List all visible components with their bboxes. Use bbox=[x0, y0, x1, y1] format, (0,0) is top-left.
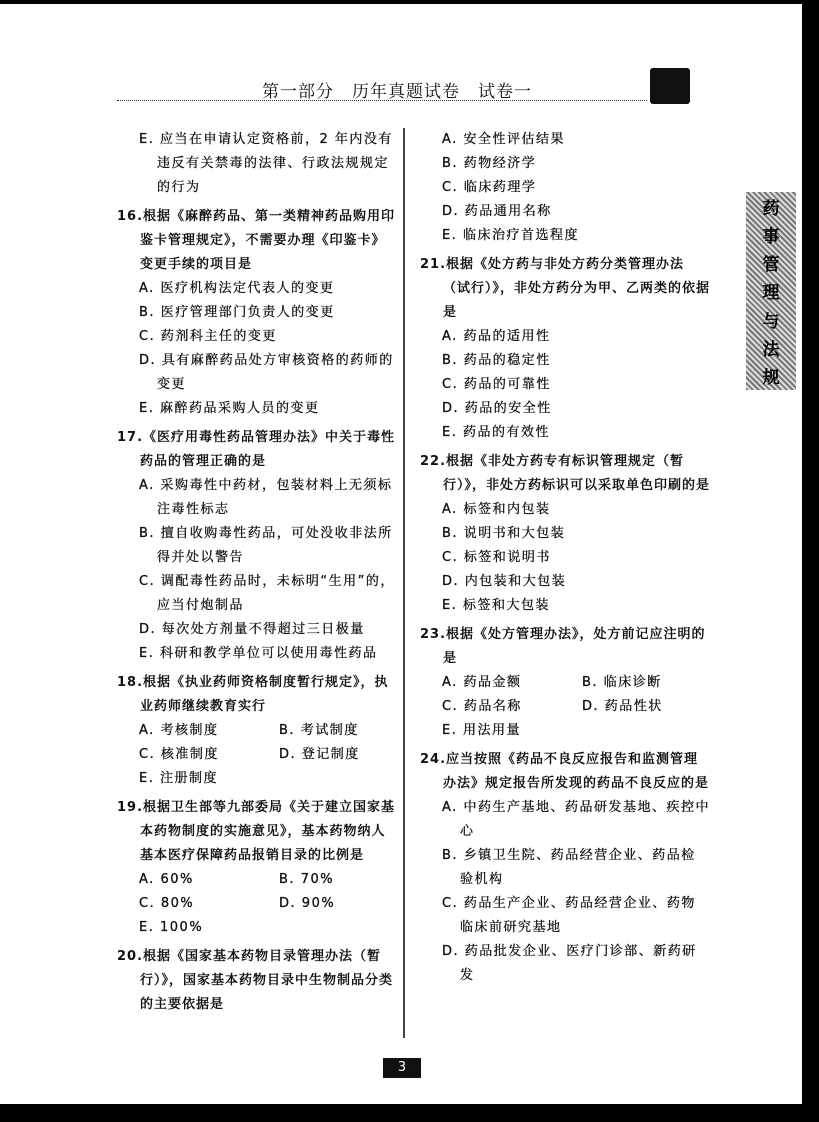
option-label: A. bbox=[442, 675, 458, 690]
option-label: A. bbox=[442, 132, 458, 147]
question-stem bbox=[420, 623, 710, 671]
answer-option bbox=[420, 546, 710, 570]
option-label: C. bbox=[139, 896, 156, 911]
question-text: 根据《处方药与非处方药分类管理办法（试行）》，非处方药分为甲、乙两类的依据是 bbox=[443, 257, 711, 320]
side-tab-char: 事 bbox=[762, 226, 780, 247]
option-label: C. bbox=[442, 550, 459, 565]
option-label: B. bbox=[442, 848, 459, 863]
answer-option bbox=[420, 570, 710, 594]
option-label: D. bbox=[139, 353, 157, 368]
scan-border-top bbox=[0, 0, 819, 4]
question bbox=[117, 205, 397, 421]
option-label: A. bbox=[139, 478, 155, 493]
answer-option bbox=[117, 642, 397, 666]
answer-option bbox=[420, 349, 710, 373]
question bbox=[420, 450, 710, 618]
question-stem bbox=[420, 253, 710, 325]
option-grid bbox=[420, 671, 710, 743]
answer-option bbox=[420, 844, 710, 892]
answer-option bbox=[117, 397, 397, 421]
option-label: B. bbox=[442, 156, 459, 171]
option-text: 临床诊断 bbox=[603, 675, 662, 690]
answer-option bbox=[420, 719, 560, 743]
option-label: E. bbox=[442, 228, 458, 243]
question-number: 16. bbox=[117, 209, 144, 224]
option-grid bbox=[117, 868, 397, 940]
option-text: 药品的可靠性 bbox=[463, 377, 551, 392]
option-text: 药品的有效性 bbox=[463, 425, 551, 440]
option-label: C. bbox=[442, 180, 459, 195]
answer-option bbox=[117, 743, 257, 767]
answer-option bbox=[117, 474, 397, 522]
answer-option bbox=[420, 594, 710, 618]
option-text: 80% bbox=[160, 896, 195, 911]
question-text: 应当按照《药品不良反应报告和监测管理办法》规定报告所发现的药品不良反应的是 bbox=[443, 752, 710, 791]
option-label: E. bbox=[139, 920, 155, 935]
question-stem bbox=[117, 426, 397, 474]
option-text: 中药生产基地、药品研发基地、疾控中心 bbox=[460, 800, 710, 839]
right-column bbox=[420, 128, 710, 993]
answer-option bbox=[420, 695, 560, 719]
answer-option bbox=[420, 200, 710, 224]
scan-border-bottom bbox=[0, 1104, 819, 1122]
answer-option bbox=[420, 671, 560, 695]
question-text: 根据《麻醉药品、第一类精神药品购用印鉴卡管理规定》，不需要办理《印鉴卡》变更手续的项目是 bbox=[140, 209, 396, 272]
answer-option bbox=[117, 570, 397, 618]
question-number: 18. bbox=[117, 675, 144, 690]
option-text: 药品名称 bbox=[463, 699, 522, 714]
option-text: 药品通用名称 bbox=[464, 204, 552, 219]
question-number: 23. bbox=[420, 627, 447, 642]
option-text: 医疗机构法定代表人的变更 bbox=[160, 281, 335, 296]
option-label: A. bbox=[139, 723, 155, 738]
question-number: 24. bbox=[420, 752, 447, 767]
option-text: 核准制度 bbox=[160, 747, 219, 762]
option-label: C. bbox=[139, 747, 156, 762]
answer-option bbox=[257, 743, 397, 767]
scan-border-right bbox=[802, 0, 819, 1122]
answer-option bbox=[117, 618, 397, 642]
option-label: E. bbox=[442, 598, 458, 613]
answer-option bbox=[117, 767, 257, 791]
question-number: 22. bbox=[420, 454, 447, 469]
answer-option bbox=[117, 277, 397, 301]
option-label: A. bbox=[442, 329, 458, 344]
side-tab-char: 法 bbox=[762, 340, 780, 361]
answer-option bbox=[117, 868, 257, 892]
option-label: C. bbox=[442, 377, 459, 392]
question bbox=[117, 128, 397, 200]
answer-option bbox=[420, 522, 710, 546]
question-number: 21. bbox=[420, 257, 447, 272]
option-text: 药品金额 bbox=[463, 675, 522, 690]
option-label: E. bbox=[139, 132, 155, 147]
option-label: B. bbox=[442, 526, 459, 541]
question bbox=[420, 623, 710, 743]
side-tab-char: 管 bbox=[762, 255, 780, 276]
answer-option bbox=[117, 719, 257, 743]
chapter-side-tab bbox=[746, 192, 796, 390]
answer-option bbox=[420, 796, 710, 844]
option-label: B. bbox=[279, 872, 296, 887]
side-tab-char: 与 bbox=[762, 311, 780, 332]
option-text: 标签和大包装 bbox=[463, 598, 551, 613]
question-stem bbox=[420, 450, 710, 498]
question-text: 根据《执业药师资格制度暂行规定》，执业药师继续教育实行 bbox=[140, 675, 389, 714]
question-stem bbox=[117, 945, 397, 1017]
answer-option bbox=[117, 892, 257, 916]
option-label: E. bbox=[442, 723, 458, 738]
option-label: E. bbox=[442, 425, 458, 440]
answer-option bbox=[420, 892, 710, 940]
option-text: 考试制度 bbox=[300, 723, 359, 738]
answer-option bbox=[420, 224, 710, 248]
answer-option bbox=[420, 128, 710, 152]
question bbox=[420, 128, 710, 248]
option-label: C. bbox=[139, 329, 156, 344]
option-label: A. bbox=[139, 872, 155, 887]
header-divider bbox=[117, 100, 647, 101]
option-text: 药物经济学 bbox=[463, 156, 537, 171]
column-divider bbox=[403, 128, 405, 1038]
option-label: B. bbox=[139, 526, 156, 541]
side-tab-char: 理 bbox=[762, 283, 780, 304]
answer-option bbox=[420, 325, 710, 349]
question-number: 19. bbox=[117, 800, 144, 815]
option-label: C. bbox=[442, 896, 459, 911]
answer-option bbox=[420, 421, 710, 445]
answer-option bbox=[117, 349, 397, 397]
option-text: 登记制度 bbox=[301, 747, 360, 762]
option-text: 标签和说明书 bbox=[463, 550, 551, 565]
running-header-title: 第一部分 历年真题试卷 试卷一 bbox=[262, 82, 532, 102]
side-tab-char: 规 bbox=[762, 368, 780, 389]
option-text: 医疗管理部门负责人的变更 bbox=[160, 305, 335, 320]
option-label: C. bbox=[139, 574, 156, 589]
option-grid bbox=[117, 719, 397, 791]
question bbox=[117, 426, 397, 666]
option-text: 临床治疗首选程度 bbox=[463, 228, 580, 243]
question-text: 《医疗用毒性药品管理办法》中关于毒性药品的管理正确的是 bbox=[140, 430, 396, 469]
answer-option bbox=[257, 868, 397, 892]
question bbox=[420, 253, 710, 445]
question-text: 根据卫生部等九部委局《关于建立国家基本药物制度的实施意见》，基本药物纳人基本医疗保障药品报销目录的比例是 bbox=[140, 800, 396, 863]
option-text: 说明书和大包装 bbox=[463, 526, 566, 541]
option-text: 药品的适用性 bbox=[463, 329, 551, 344]
option-text: 标签和内包装 bbox=[463, 502, 551, 517]
option-label: B. bbox=[442, 353, 459, 368]
option-text: 70% bbox=[300, 872, 335, 887]
option-label: B. bbox=[279, 723, 296, 738]
option-text: 具有麻醉药品处方审核资格的药师的变更 bbox=[157, 353, 394, 392]
option-label: C. bbox=[442, 699, 459, 714]
answer-option bbox=[560, 671, 700, 695]
option-label: B. bbox=[139, 305, 156, 320]
option-label: E. bbox=[139, 401, 155, 416]
question-number: 20. bbox=[117, 949, 144, 964]
answer-option bbox=[420, 176, 710, 200]
option-text: 药剂科主任的变更 bbox=[160, 329, 277, 344]
option-text: 科研和教学单位可以使用毒性药品 bbox=[160, 646, 378, 661]
option-text: 每次处方剂量不得超过三日极量 bbox=[161, 622, 365, 637]
option-text: 麻醉药品采购人员的变更 bbox=[160, 401, 320, 416]
option-text: 擅自收购毒性药品，可处没收非法所得并处以警告 bbox=[157, 526, 393, 565]
option-text: 药品批发企业、医疗门诊部、新药研发 bbox=[460, 944, 697, 983]
option-text: 60% bbox=[160, 872, 194, 887]
option-text: 药品生产企业、药品经营企业、药物临床前研究基地 bbox=[460, 896, 696, 935]
option-label: D. bbox=[139, 622, 157, 637]
option-text: 临床药理学 bbox=[463, 180, 537, 195]
option-text: 应当在申请认定资格前，2 年内没有违反有关禁毒的法律、行政法规规定的行为 bbox=[157, 132, 393, 195]
option-text: 用法用量 bbox=[463, 723, 522, 738]
option-label: D. bbox=[442, 574, 460, 589]
option-text: 考核制度 bbox=[160, 723, 219, 738]
option-label: D. bbox=[442, 401, 460, 416]
option-text: 调配毒性药品时，未标明“生用”的，应当付炮制品 bbox=[157, 574, 395, 613]
answer-option bbox=[560, 695, 700, 719]
question bbox=[117, 945, 397, 1017]
option-text: 100% bbox=[160, 920, 204, 935]
option-label: D. bbox=[442, 204, 460, 219]
page-number: 3 bbox=[383, 1058, 421, 1078]
option-text: 药品的安全性 bbox=[464, 401, 552, 416]
answer-option bbox=[117, 128, 397, 200]
left-column bbox=[117, 128, 397, 1022]
option-label: E. bbox=[139, 646, 155, 661]
answer-option bbox=[257, 719, 397, 743]
question-text: 根据《处方管理办法》，处方前记应注明的是 bbox=[443, 627, 706, 666]
answer-option bbox=[420, 373, 710, 397]
answer-option bbox=[420, 152, 710, 176]
side-tab-char: 药 bbox=[762, 198, 780, 219]
option-text: 采购毒性中药材，包装材料上无须标注毒性标志 bbox=[157, 478, 393, 517]
option-label: A. bbox=[442, 502, 458, 517]
option-text: 安全性评估结果 bbox=[463, 132, 565, 147]
option-label: D. bbox=[582, 699, 600, 714]
answer-option bbox=[117, 325, 397, 349]
option-text: 内包装和大包装 bbox=[464, 574, 567, 589]
question bbox=[117, 671, 397, 791]
question-stem bbox=[117, 671, 397, 719]
question-stem bbox=[420, 748, 710, 796]
option-text: 注册制度 bbox=[160, 771, 219, 786]
option-label: B. bbox=[582, 675, 599, 690]
answer-option bbox=[117, 916, 257, 940]
question-number: 17. bbox=[117, 430, 144, 445]
option-label: D. bbox=[279, 747, 297, 762]
option-text: 乡镇卫生院、药品经营企业、药品检验机构 bbox=[460, 848, 696, 887]
book-logo-icon bbox=[650, 68, 690, 104]
option-label: D. bbox=[442, 944, 460, 959]
answer-option bbox=[420, 940, 710, 988]
question-text: 根据《国家基本药物目录管理办法（暂行）》，国家基本药物目录中生物制品分类的主要依据是 bbox=[140, 949, 394, 1012]
answer-option bbox=[420, 397, 710, 421]
option-label: D. bbox=[279, 896, 297, 911]
answer-option bbox=[420, 498, 710, 522]
question-stem bbox=[117, 205, 397, 277]
answer-option bbox=[117, 522, 397, 570]
option-label: E. bbox=[139, 771, 155, 786]
question-stem bbox=[117, 796, 397, 868]
question bbox=[420, 748, 710, 988]
option-text: 药品的稳定性 bbox=[463, 353, 551, 368]
question bbox=[117, 796, 397, 940]
answer-option bbox=[117, 301, 397, 325]
option-label: A. bbox=[442, 800, 458, 815]
option-text: 90% bbox=[301, 896, 336, 911]
option-label: A. bbox=[139, 281, 155, 296]
answer-option bbox=[257, 892, 397, 916]
question-text: 根据《非处方药专有标识管理规定（暂行）》，非处方药标识可以采取单色印刷的是 bbox=[443, 454, 711, 493]
option-text: 药品性状 bbox=[604, 699, 663, 714]
